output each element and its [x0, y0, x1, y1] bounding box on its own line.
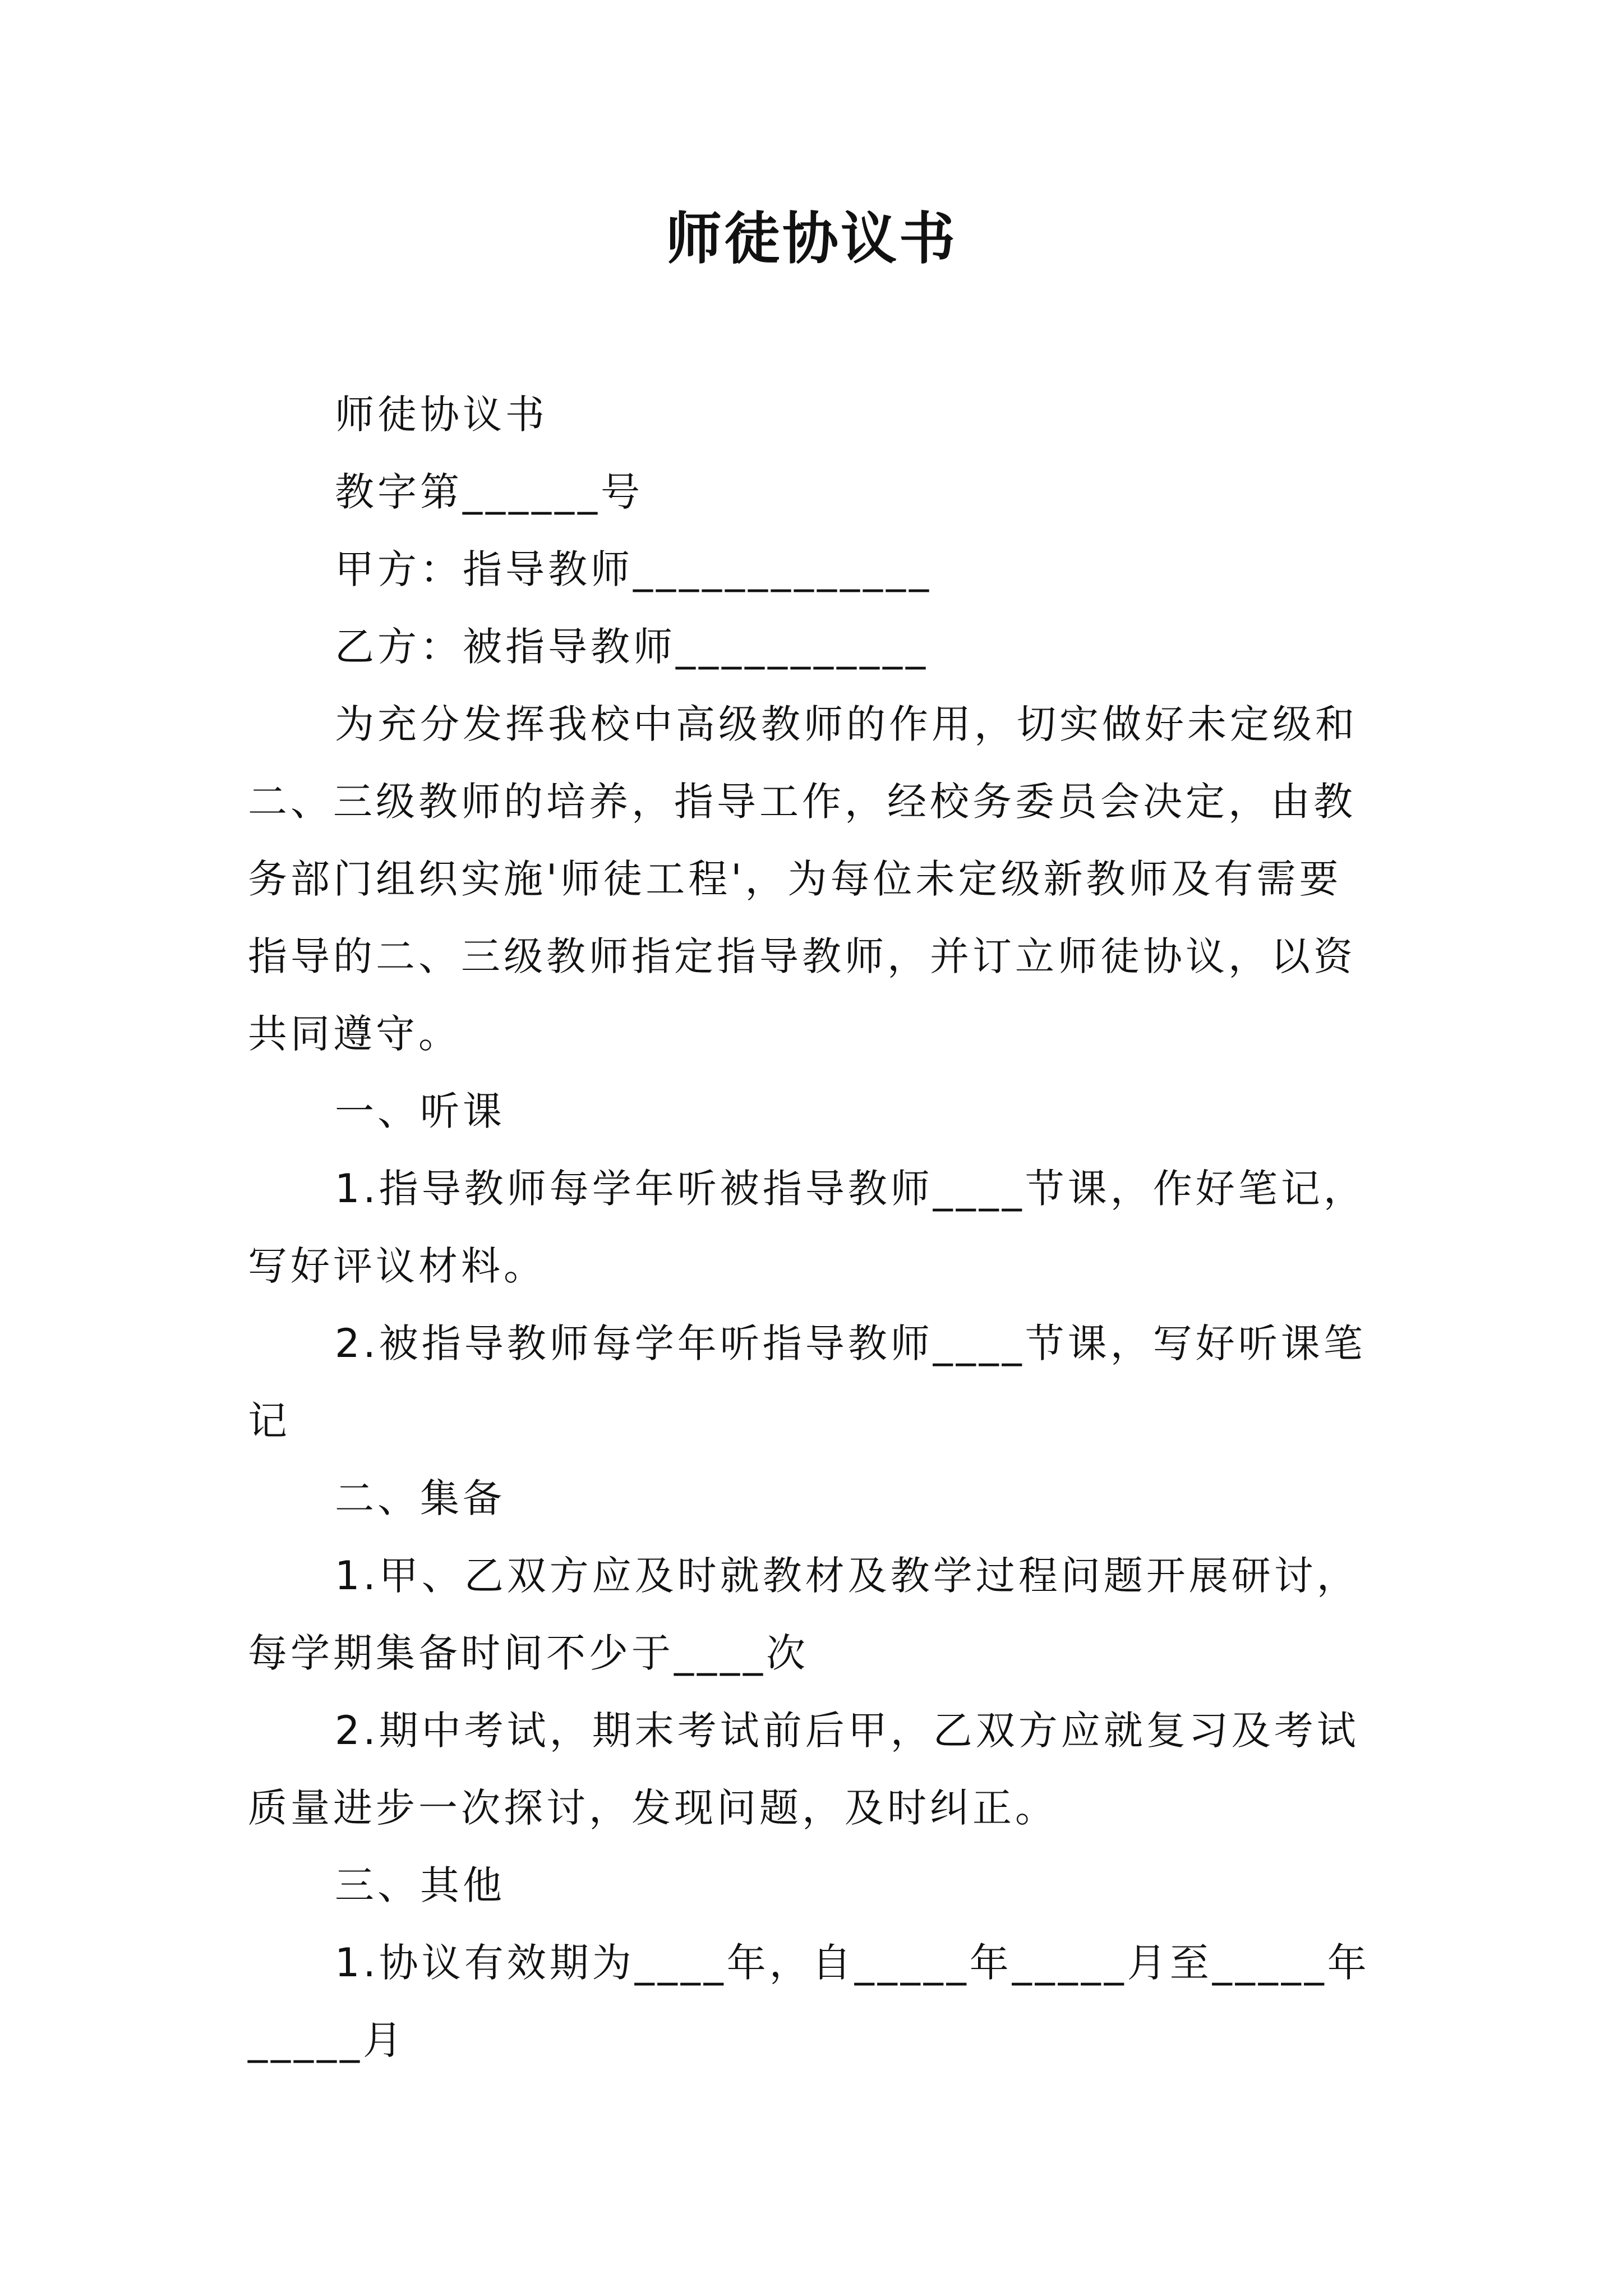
section-heading-collective-prep: 二、集备	[335, 1475, 505, 1521]
paragraph-lectures-2: 2.被指导教师每学年听指导教师____节课，写好听课笔记	[248, 1320, 1366, 1444]
document-title: 师徒协议书	[666, 205, 957, 272]
paragraph-doc-number: 教字第______号	[335, 469, 643, 515]
paragraph-lectures-1: 1.指导教师每学年听被指导教师____节课，作好笔记，写好评议材料。	[248, 1166, 1366, 1289]
paragraph-heading: 师徒协议书	[335, 392, 548, 438]
paragraph-prep-2: 2.期中考试，期末考试前后甲，乙双方应就复习及考试质量进步一次探讨，发现问题，及时纠正。	[248, 1708, 1359, 1831]
paragraph-prep-1: 1.甲、乙双方应及时就教材及教学过程问题开展研讨，每学期集备时间不少于____次	[248, 1553, 1359, 1676]
paragraph-party-b: 乙方：被指导教师___________	[335, 624, 929, 670]
paragraph-other-1: 1.协议有效期为____年，自_____年_____月至_____年_____月	[248, 1940, 1370, 2063]
document-body	[248, 376, 1375, 2079]
section-heading-lectures: 一、听课	[335, 1088, 505, 1134]
paragraph-party-a: 甲方：指导教师_____________	[335, 546, 932, 592]
paragraph-intro: 为充分发挥我校中高级教师的作用，切实做好未定级和二、三级教师的培养，指导工作，经校务委员会决定，由教务部门组织实施'师徒工程'，为每位未定级新教师及有需要指导的二、三级教师指定指导教师，并订立师徒协议，以资共同遵守。	[248, 701, 1358, 1057]
section-heading-other: 三、其他	[335, 1862, 505, 1908]
